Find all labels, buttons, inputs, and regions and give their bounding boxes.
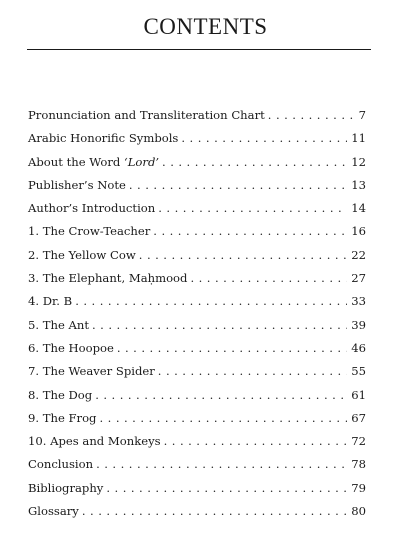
toc-entry-page-number: 46 xyxy=(351,340,366,355)
toc-entry-title-text: 3. The Elephant, Maḥmood xyxy=(28,271,188,286)
dot-leader xyxy=(106,481,347,495)
title-divider xyxy=(27,49,371,50)
toc-entry-title xyxy=(28,201,155,215)
toc-entry[interactable] xyxy=(28,388,366,411)
toc-entry[interactable] xyxy=(28,108,366,131)
toc-entry-page-number: 80 xyxy=(351,504,366,519)
toc-entry-title xyxy=(28,108,265,122)
toc-entry[interactable] xyxy=(28,364,366,387)
toc-entry-page-number: 33 xyxy=(351,294,366,309)
toc-entry-page-number: 55 xyxy=(351,364,366,379)
toc-entry[interactable] xyxy=(28,318,366,341)
toc-entry[interactable] xyxy=(28,201,366,224)
toc-entry-title xyxy=(28,271,187,285)
dot-leader xyxy=(75,294,347,308)
toc-entry-title-text: About the Word xyxy=(28,154,125,169)
toc-entry[interactable] xyxy=(28,411,366,434)
dot-leader xyxy=(95,388,347,402)
toc-entry-page-number: 61 xyxy=(351,387,366,402)
dot-leader xyxy=(153,224,347,238)
toc-entry[interactable] xyxy=(28,271,366,294)
toc-entry-title-text: 4. Dr. B xyxy=(28,294,73,309)
toc-entry[interactable] xyxy=(28,178,366,201)
dot-leader xyxy=(181,131,347,145)
toc-entry-title xyxy=(28,131,178,145)
toc-entry-page-number: 72 xyxy=(351,434,366,449)
toc-entry-title-text: Bibliography xyxy=(28,480,104,495)
toc-entry-page-number: 11 xyxy=(351,131,366,146)
toc-entry-page-number: 78 xyxy=(351,457,366,472)
toc-entry-title-text: Conclusion xyxy=(28,457,94,472)
toc-entry-title xyxy=(28,411,96,425)
dot-leader xyxy=(162,155,347,169)
toc-entry-title-text: 5. The Ant xyxy=(28,317,89,332)
toc-entry-page-number: 27 xyxy=(351,271,366,286)
dot-leader xyxy=(99,411,347,425)
toc-entry[interactable] xyxy=(28,481,366,504)
toc-entry-page-number: 22 xyxy=(351,247,366,262)
toc-entry[interactable] xyxy=(28,224,366,247)
toc-entry-page-number: 16 xyxy=(351,224,366,239)
toc-entry-title xyxy=(28,457,93,471)
toc-entry-title-text: 8. The Dog xyxy=(28,387,93,402)
toc-entry-title-text: 2. The Yellow Cow xyxy=(28,247,136,262)
toc-entry[interactable] xyxy=(28,504,366,527)
dot-leader xyxy=(158,201,347,215)
toc-entry-title-text: Glossary xyxy=(28,504,79,519)
toc-entry-title xyxy=(28,364,155,378)
toc-entry-title xyxy=(28,341,114,355)
page-title: CONTENTS xyxy=(143,14,268,39)
toc-entry-page-number: 67 xyxy=(351,410,366,425)
toc-entry-title-text: 6. The Hoopoe xyxy=(28,340,114,355)
toc-entry-title xyxy=(28,481,103,495)
toc-entry-page-number: 14 xyxy=(351,201,366,216)
toc-entry[interactable] xyxy=(28,155,366,178)
toc-entry-title xyxy=(28,224,150,238)
toc-entry-page-number: 7 xyxy=(358,108,366,122)
toc-entry-title-text: Pronunciation and Transliteration Chart xyxy=(28,108,265,122)
toc-entry-title-text: 7. The Weaver Spider xyxy=(28,364,155,379)
table-of-contents xyxy=(28,108,366,527)
toc-entry-title xyxy=(28,155,159,169)
toc-entry-page-number: 79 xyxy=(351,480,366,495)
toc-entry[interactable] xyxy=(28,294,366,317)
dot-leader xyxy=(117,341,347,355)
toc-entry[interactable] xyxy=(28,248,366,271)
toc-entry-title-text: Publisher’s Note xyxy=(28,177,126,192)
toc-entry-page-number: 12 xyxy=(351,154,366,169)
toc-entry-title-text: 10. Apes and Monkeys xyxy=(28,434,161,449)
dot-leader xyxy=(92,318,347,332)
dot-leader xyxy=(164,434,348,448)
toc-entry-title-text: 1. The Crow-Teacher xyxy=(28,224,151,239)
dot-leader xyxy=(139,248,347,262)
toc-entry-title-text: 9. The Frog xyxy=(28,410,97,425)
toc-entry[interactable] xyxy=(28,341,366,364)
toc-entry-title-italic: ‘Lord’ xyxy=(124,154,160,169)
toc-entry-title xyxy=(28,178,126,192)
toc-entry-title xyxy=(28,434,161,448)
toc-entry-title xyxy=(28,248,136,262)
toc-entry[interactable] xyxy=(28,434,366,457)
toc-entry-page-number: 13 xyxy=(351,177,366,192)
dot-leader xyxy=(158,364,347,378)
toc-entry-title xyxy=(28,388,92,402)
toc-entry[interactable] xyxy=(28,131,366,154)
dot-leader xyxy=(96,457,347,471)
toc-entry-title-text: Author’s Introduction xyxy=(28,201,156,216)
toc-entry-title xyxy=(28,318,89,332)
toc-entry-title xyxy=(28,294,72,308)
toc-entry-page-number: 39 xyxy=(351,317,366,332)
toc-entry-title xyxy=(28,504,79,518)
toc-entry[interactable] xyxy=(28,457,366,480)
dot-leader xyxy=(82,504,347,518)
dot-leader xyxy=(190,271,347,285)
toc-entry-title-text: Arabic Honorific Symbols xyxy=(28,131,179,146)
dot-leader xyxy=(129,178,347,192)
dot-leader xyxy=(268,108,355,122)
